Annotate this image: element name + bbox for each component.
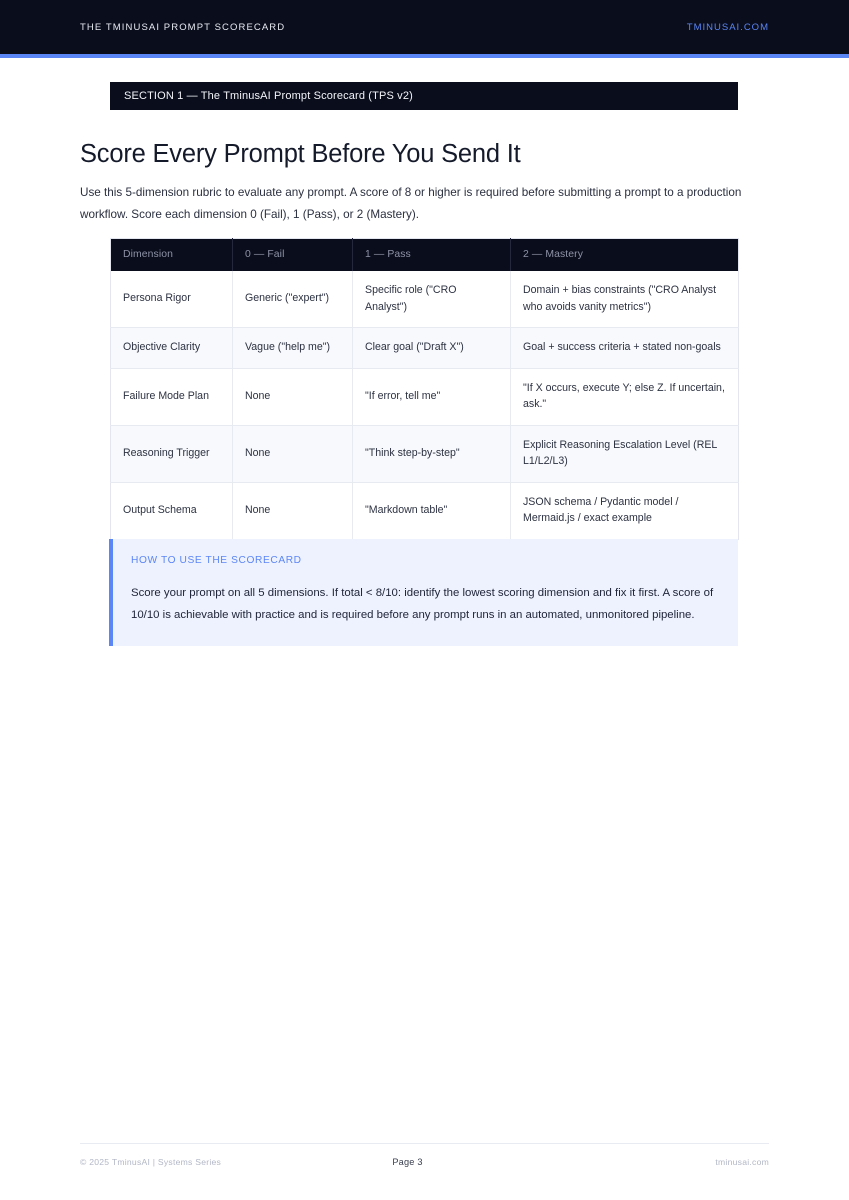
cell-mastery: Explicit Reasoning Escalation Level (REL L1/L2/L3) [511, 425, 739, 482]
table-row [111, 368, 739, 425]
section-banner-label: SECTION 1 — The TminusAI Prompt Scorecard (TPS v2) [124, 90, 413, 102]
table-row [111, 482, 739, 539]
cell-fail: None [233, 425, 353, 482]
callout-box [109, 539, 738, 646]
cell-pass: Clear goal ("Draft X") [353, 328, 511, 369]
cell-dimension: Persona Rigor [111, 271, 233, 328]
table-row [111, 271, 739, 328]
column-header-dimension: Dimension [111, 239, 233, 272]
cell-pass: Specific role ("CRO Analyst") [353, 271, 511, 328]
page-header-band [0, 0, 849, 54]
header-accent-bar [0, 54, 849, 58]
page-header-content [80, 0, 769, 54]
cell-mastery: Goal + success criteria + stated non-goals [511, 328, 739, 369]
column-header-pass: 1 — Pass [353, 239, 511, 272]
table-header [111, 239, 739, 272]
cell-dimension: Reasoning Trigger [111, 425, 233, 482]
cell-fail: None [233, 368, 353, 425]
rubric-table-container [110, 238, 738, 540]
table-row [111, 328, 739, 369]
table-body [111, 271, 739, 539]
cell-pass: "If error, tell me" [353, 368, 511, 425]
cell-fail: None [233, 482, 353, 539]
callout-title: HOW TO USE THE SCORECARD [131, 555, 302, 566]
cell-dimension: Failure Mode Plan [111, 368, 233, 425]
cell-dimension: Objective Clarity [111, 328, 233, 369]
intro-paragraph: Use this 5-dimension rubric to evaluate any prompt. A score of 8 or higher is required before submitting a prompt to a production workflow. Score each dimension 0 (Fail), 1 (Pass), or 2 (Mastery). [80, 186, 742, 221]
cell-mastery: "If X occurs, execute Y; else Z. If uncertain, ask." [511, 368, 739, 425]
rubric-table [110, 238, 739, 540]
section-banner [110, 82, 738, 110]
footer-copyright: © 2025 TminusAI | Systems Series [80, 1157, 222, 1167]
footer-page-number: Page 3 [392, 1157, 423, 1167]
column-header-fail: 0 — Fail [233, 239, 353, 272]
cell-pass: "Think step-by-step" [353, 425, 511, 482]
page-footer [80, 1143, 769, 1167]
page-title: Score Every Prompt Before You Send It [80, 140, 521, 168]
cell-mastery: Domain + bias constraints ("CRO Analyst who avoids vanity metrics") [511, 271, 739, 328]
cell-dimension: Output Schema [111, 482, 233, 539]
footer-domain: tminusai.com [715, 1157, 770, 1167]
column-header-mastery: 2 — Mastery [511, 239, 739, 272]
cell-fail: Generic ("expert") [233, 271, 353, 328]
header-domain-link[interactable]: TMINUSAI.COM [686, 21, 769, 33]
table-header-row [111, 239, 739, 272]
cell-mastery: JSON schema / Pydantic model / Mermaid.js / exact example [511, 482, 739, 539]
cell-pass: "Markdown table" [353, 482, 511, 539]
header-brand-title: THE TMINUSAI PROMPT SCORECARD [80, 21, 286, 33]
table-row [111, 425, 739, 482]
callout-body: Score your prompt on all 5 dimensions. If total < 8/10: identify the lowest scoring dimension and fix it first. A score of 10/10 is achievable with practice and is required before any prompt runs in an automated, unmonitored pipeline. [131, 587, 714, 621]
cell-fail: Vague ("help me") [233, 328, 353, 369]
